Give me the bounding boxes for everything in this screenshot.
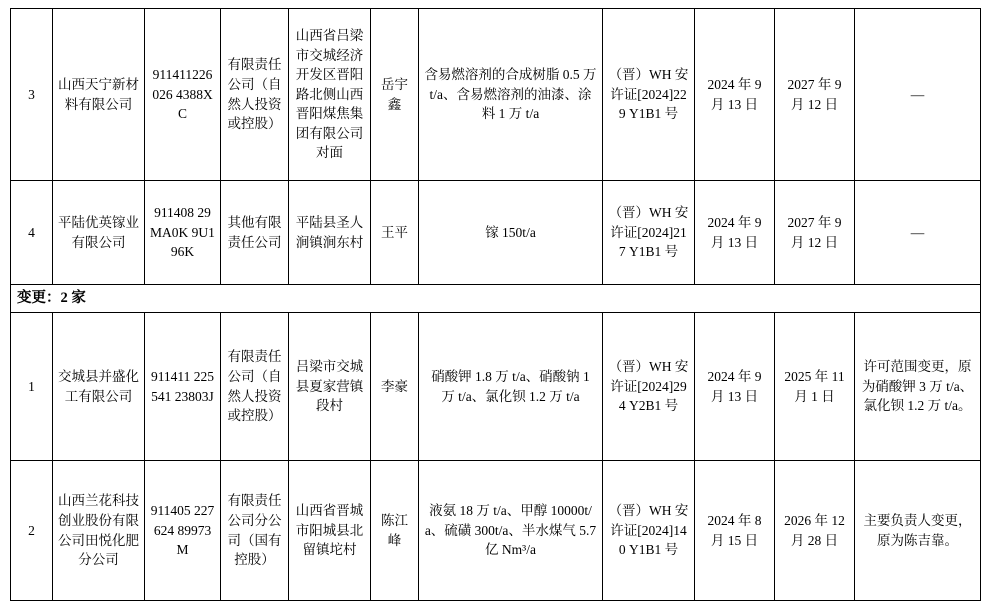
table-row bbox=[11, 181, 981, 285]
cell-remark: 许可范围变更，原为硝酸钾 3 万 t/a、氯化钡 1.2 万 t/a。 bbox=[855, 313, 981, 461]
cell-person: 岳宇鑫 bbox=[371, 9, 419, 181]
cell-company-name: 山西天宁新材料有限公司 bbox=[53, 9, 145, 181]
cell-scope: 镓 150t/a bbox=[419, 181, 603, 285]
cell-credit-code: 911411 225541 23803J bbox=[145, 313, 221, 461]
cell-address: 吕梁市交城县夏家营镇段村 bbox=[289, 313, 371, 461]
cell-credit-code: 911405 227624 89973M bbox=[145, 461, 221, 601]
cell-address: 山西省吕梁市交城经济开发区晋阳路北侧山西晋阳煤焦集团有限公司对面 bbox=[289, 9, 371, 181]
cell-company-type: 有限责任公司（自然人投资或控股） bbox=[221, 313, 289, 461]
cell-person: 李豪 bbox=[371, 313, 419, 461]
permit-table bbox=[10, 8, 981, 601]
cell-issue-date: 2024 年 9 月 13 日 bbox=[695, 181, 775, 285]
cell-cert-number: （晋）WH 安许证[2024]217 Y1B1 号 bbox=[603, 181, 695, 285]
table-section-header bbox=[11, 285, 981, 313]
cell-address: 平陆县圣人涧镇涧东村 bbox=[289, 181, 371, 285]
cell-remark: — bbox=[855, 9, 981, 181]
cell-index: 3 bbox=[11, 9, 53, 181]
cell-company-name: 交城县并盛化工有限公司 bbox=[53, 313, 145, 461]
cell-issue-date: 2024 年 9 月 13 日 bbox=[695, 9, 775, 181]
section-label: 变更：2 家 bbox=[11, 285, 981, 313]
cell-company-type: 有限责任公司分公司（国有控股） bbox=[221, 461, 289, 601]
cell-company-name: 山西兰花科技创业股份有限公司田悦化肥分公司 bbox=[53, 461, 145, 601]
cell-cert-number: （晋）WH 安许证[2024]229 Y1B1 号 bbox=[603, 9, 695, 181]
cell-person: 王平 bbox=[371, 181, 419, 285]
cell-issue-date: 2024 年 9 月 13 日 bbox=[695, 313, 775, 461]
cell-company-type: 有限责任公司（自然人投资或控股） bbox=[221, 9, 289, 181]
cell-address: 山西省晋城市阳城县北留镇坨村 bbox=[289, 461, 371, 601]
table-row bbox=[11, 313, 981, 461]
cell-expire-date: 2027 年 9 月 12 日 bbox=[775, 181, 855, 285]
cell-scope: 含易燃溶剂的合成树脂 0.5 万 t/a、含易燃溶剂的油漆、涂料 1 万 t/a bbox=[419, 9, 603, 181]
cell-remark: — bbox=[855, 181, 981, 285]
cell-company-name: 平陆优英镓业有限公司 bbox=[53, 181, 145, 285]
cell-credit-code: 911411226026 4388XC bbox=[145, 9, 221, 181]
cell-issue-date: 2024 年 8 月 15 日 bbox=[695, 461, 775, 601]
cell-credit-code: 911408 29MA0K 9U196K bbox=[145, 181, 221, 285]
cell-cert-number: （晋）WH 安许证[2024]140 Y1B1 号 bbox=[603, 461, 695, 601]
cell-expire-date: 2026 年 12 月 28 日 bbox=[775, 461, 855, 601]
cell-expire-date: 2027 年 9 月 12 日 bbox=[775, 9, 855, 181]
cell-person: 陈江峰 bbox=[371, 461, 419, 601]
cell-index: 2 bbox=[11, 461, 53, 601]
cell-cert-number: （晋）WH 安许证[2024]294 Y2B1 号 bbox=[603, 313, 695, 461]
cell-index: 4 bbox=[11, 181, 53, 285]
cell-company-type: 其他有限责任公司 bbox=[221, 181, 289, 285]
cell-scope: 液氨 18 万 t/a、甲醇 10000t/a、硫磺 300t/a、半水煤气 5.7 亿 Nm³/a bbox=[419, 461, 603, 601]
cell-expire-date: 2025 年 11 月 1 日 bbox=[775, 313, 855, 461]
table-row bbox=[11, 461, 981, 601]
cell-scope: 硝酸钾 1.8 万 t/a、硝酸钠 1 万 t/a、氯化钡 1.2 万 t/a bbox=[419, 313, 603, 461]
cell-remark: 主要负责人变更，原为陈吉靠。 bbox=[855, 461, 981, 601]
table-row bbox=[11, 9, 981, 181]
cell-index: 1 bbox=[11, 313, 53, 461]
